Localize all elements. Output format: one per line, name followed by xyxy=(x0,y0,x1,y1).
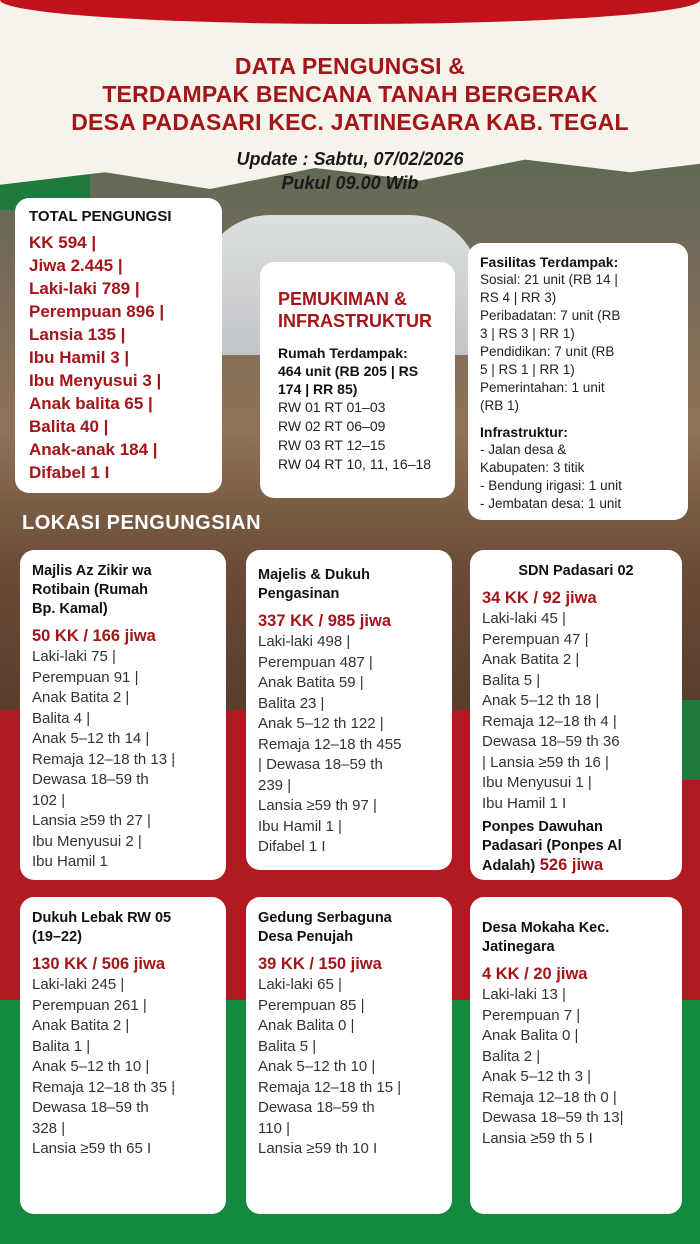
facilities-heading: Fasilitas Terdampak: xyxy=(480,254,619,270)
extra-location-name-line: Ponpes Dawuhan xyxy=(482,819,603,835)
location-stat-line: Ibu Hamil 1 | xyxy=(258,817,342,835)
location-card xyxy=(20,897,226,1214)
infrastructure-line: - Bendung irigasi: 1 unit xyxy=(480,478,622,493)
houses-affected xyxy=(278,344,439,398)
facilities-card xyxy=(468,243,688,520)
location-stat-line: Anak Balita 0 | xyxy=(258,1017,355,1034)
location-name-line: Majelis & Dukuh xyxy=(258,567,370,583)
total-line: Difabel 1 I xyxy=(29,463,110,482)
infrastructure-line: - Jalan desa & xyxy=(480,442,567,457)
rw-rt-line: RW 04 RT 10, 11, 16–18 xyxy=(278,456,432,472)
location-stat-line: Lansia ≥59 th 65 I xyxy=(32,1140,152,1157)
location-stat-line: Anak 5–12 th 10 | xyxy=(258,1058,376,1075)
location-stat-line: Dewasa 18–59 th xyxy=(32,771,149,788)
total-refugees-card xyxy=(15,198,222,493)
location-name-line: (19–22) xyxy=(32,929,82,945)
extra-location-name-line: Padasari (Ponpes Al xyxy=(482,838,622,854)
location-stat-line: Anak 5–12 th 18 | xyxy=(482,692,600,709)
location-name xyxy=(482,919,670,957)
location-stat-line: Anak Balita 0 | xyxy=(482,1027,579,1044)
total-line: Anak balita 65 | xyxy=(29,394,153,413)
location-stat-line: Balita 23 | xyxy=(258,694,325,712)
location-stat-line: 110 | xyxy=(258,1119,290,1137)
location-stat-line: Difabel 1 I xyxy=(258,838,326,855)
location-stat-line: Anak Batita 59 | xyxy=(258,674,364,691)
location-stat-line: Dewasa 18–59 th xyxy=(32,1099,149,1116)
infrastructure-lines xyxy=(480,441,676,513)
location-name xyxy=(258,909,440,947)
location-name-line: Desa Penujah xyxy=(258,929,354,945)
facility-line: (RB 1) xyxy=(480,398,520,413)
update-time: Pukul 09.00 Wib xyxy=(281,173,419,193)
location-name-line: Pengasinan xyxy=(258,586,340,602)
location-stat-line: Anak 5–12 th 3 | xyxy=(482,1068,591,1085)
location-stat-line: Ibu Hamil 1 xyxy=(32,853,108,870)
facility-line: Sosial: 21 unit (RB 14 | xyxy=(480,272,618,287)
location-stat-line: Balita 2 | xyxy=(482,1047,541,1065)
location-stat-line: Anak 5–12 th 10 | xyxy=(32,1058,150,1075)
location-stat-line: Perempuan 85 | xyxy=(258,996,365,1014)
title-line: TERDAMPAK BENCANA TANAH BERGERAK xyxy=(102,81,598,107)
title-line: DATA PENGUNGSI & xyxy=(234,53,466,79)
houses-affected-line: Rumah Terdampak: xyxy=(278,345,408,361)
location-stat-line: Anak 5–12 th 122 | xyxy=(258,715,384,732)
extra-location-name-line: Adalah) 526 jiwa xyxy=(482,856,604,874)
location-stat-line: Remaja 12–18 th 455 xyxy=(258,735,402,753)
facility-line: 3 | RS 3 | RR 1) xyxy=(480,326,575,341)
location-name-line: Jatinegara xyxy=(482,939,555,955)
infra-heading-line: INFRASTRUKTUR xyxy=(278,311,432,331)
infrastructure-line: Kabupaten: 3 titik xyxy=(480,460,585,475)
location-stat-line: Remaja 12–18 th 4 | xyxy=(482,712,617,730)
location-kk-jiwa: 337 KK / 985 jiwa xyxy=(258,612,391,630)
location-name-line: Desa Mokaha Kec. xyxy=(482,920,610,936)
update-date: Update : Sabtu, 07/02/2026 xyxy=(236,149,464,169)
total-line: Ibu Menyusui 3 | xyxy=(29,371,162,390)
total-line: KK 594 | xyxy=(29,233,97,252)
location-name-line: Rotibain (Rumah xyxy=(32,582,148,598)
section-title: LOKASI PENGUNGSIAN xyxy=(22,512,262,534)
title-line: DESA PADASARI KEC. JATINEGARA KAB. TEGAL xyxy=(71,109,629,135)
location-stat-line: Ibu Hamil 1 I xyxy=(482,794,567,812)
location-name-line: SDN Padasari 02 xyxy=(518,563,634,579)
houses-affected-line: 464 unit (RB 205 | RS xyxy=(278,363,419,379)
total-line: Jiwa 2.445 | xyxy=(29,256,123,275)
location-name xyxy=(32,562,214,619)
location-stat-line: Laki-laki 45 | xyxy=(482,610,566,627)
location-stat-line: Lansia ≥59 th 97 | xyxy=(258,797,377,814)
location-card xyxy=(470,550,682,880)
location-name-line: Majlis Az Zikir wa xyxy=(32,563,152,579)
infra-heading xyxy=(278,288,439,332)
location-stat-line: Laki-laki 75 | xyxy=(32,648,116,665)
location-kk-jiwa: 39 KK / 150 jiwa xyxy=(258,955,382,973)
location-stat-line: Remaja 12–18 th 15 | xyxy=(258,1078,402,1096)
location-stat-line: Lansia ≥59 th 27 | xyxy=(32,812,151,829)
location-card xyxy=(470,897,682,1214)
infra-heading-line: PEMUKIMAN & xyxy=(278,289,407,309)
location-stat-line: Anak 5–12 th 14 | xyxy=(32,730,150,747)
location-stat-line: Perempuan 261 | xyxy=(32,996,147,1014)
total-line: Lansia 135 | xyxy=(29,325,126,344)
settlement-infrastructure-card xyxy=(260,262,455,498)
total-line: Perempuan 896 | xyxy=(29,302,165,321)
location-stat-line: Ibu Menyusui 2 | xyxy=(32,832,142,850)
location-stat-line: Balita 1 | xyxy=(32,1037,91,1055)
total-line: Ibu Hamil 3 | xyxy=(29,348,130,367)
location-stat-line: Lansia ≥59 th 10 I xyxy=(258,1140,378,1157)
location-stat-line: Remaja 12–18 th 35 | xyxy=(32,1078,176,1096)
location-card xyxy=(246,897,452,1214)
location-kk-jiwa: 50 KK / 166 jiwa xyxy=(32,627,156,645)
facility-line: Pendidikan: 7 unit (RB xyxy=(480,344,615,359)
location-stat-line: 239 | xyxy=(258,776,292,794)
location-stat-line: | Lansia ≥59 th 16 | xyxy=(482,753,609,771)
location-stat-line: Remaja 12–18 th 0 | xyxy=(482,1088,617,1106)
rw-rt-line: RW 01 RT 01–03 xyxy=(278,399,386,415)
infrastructure-line: - Jembatan desa: 1 unit xyxy=(480,496,622,511)
total-line: Balita 40 | xyxy=(29,417,109,436)
extra-location-name xyxy=(482,818,670,876)
location-stat-line: Balita 5 | xyxy=(258,1037,317,1055)
location-name xyxy=(32,909,214,947)
page-title xyxy=(0,52,700,136)
extra-location-jiwa: 526 jiwa xyxy=(535,856,604,874)
location-stat-line: Perempuan 47 | xyxy=(482,630,589,648)
location-stat-line: Perempuan 7 | xyxy=(482,1006,581,1024)
facility-line: Peribadatan: 7 unit (RB xyxy=(480,308,621,323)
location-stat-line: Balita 4 | xyxy=(32,709,91,727)
location-stat-line: Dewasa 18–59 th xyxy=(258,1099,375,1116)
total-line: Anak-anak 184 | xyxy=(29,440,158,459)
location-stat-line: Lansia ≥59 th 5 I xyxy=(482,1129,593,1147)
total-heading: TOTAL PENGUNGSI xyxy=(29,208,172,225)
location-stat-line: | Dewasa 18–59 th xyxy=(258,756,383,773)
location-card xyxy=(246,550,452,870)
location-stat-line: Perempuan 91 | xyxy=(32,668,139,686)
location-stat-line: Anak Batita 2 | xyxy=(32,1017,130,1034)
location-name-line: Dukuh Lebak RW 05 xyxy=(32,910,172,926)
location-stat-line: Laki-laki 245 | xyxy=(32,976,125,993)
location-kk-jiwa: 4 KK / 20 jiwa xyxy=(482,965,588,983)
location-stat-line: Balita 5 | xyxy=(482,671,541,689)
facility-line: Pemerintahan: 1 unit xyxy=(480,380,605,395)
location-name xyxy=(258,566,440,604)
location-name-line: Bp. Kamal) xyxy=(32,601,108,617)
location-card xyxy=(20,550,226,880)
location-name xyxy=(482,562,670,581)
update-info xyxy=(0,147,700,195)
facility-line: 5 | RS 1 | RR 1) xyxy=(480,362,575,377)
location-stat-line: Laki-laki 65 | xyxy=(258,976,342,993)
location-stat-line: Laki-laki 498 | xyxy=(258,633,351,650)
location-kk-jiwa: 130 KK / 506 jiwa xyxy=(32,955,165,973)
location-stat-line: Laki-laki 13 | xyxy=(482,986,566,1003)
location-stat-line: Anak Batita 2 | xyxy=(482,651,580,668)
location-stat-line: 102 | xyxy=(32,791,66,809)
location-stat-line: Dewasa 18–59 th 13| xyxy=(482,1109,624,1126)
rw-rt-line: RW 03 RT 12–15 xyxy=(278,437,386,453)
facility-line: RS 4 | RR 3) xyxy=(480,290,557,305)
location-stat-line: Remaja 12–18 th 13 | xyxy=(32,750,176,768)
rw-rt-list xyxy=(278,398,439,474)
facilities-lines xyxy=(480,271,676,415)
location-name-line: Gedung Serbaguna xyxy=(258,910,392,926)
location-stat-line: Anak Batita 2 | xyxy=(32,689,130,706)
location-stat-line: Ibu Menyusui 1 | xyxy=(482,774,592,791)
total-line: Laki-laki 789 | xyxy=(29,279,140,298)
infrastructure-heading: Infrastruktur: xyxy=(480,424,568,440)
rw-rt-line: RW 02 RT 06–09 xyxy=(278,418,386,434)
location-stat-line: 328 | xyxy=(32,1119,66,1137)
location-stat-line: Perempuan 487 | xyxy=(258,653,373,671)
location-kk-jiwa: 34 KK / 92 jiwa xyxy=(482,589,597,607)
location-stat-line: Dewasa 18–59 th 36 xyxy=(482,733,620,750)
total-lines xyxy=(29,231,208,484)
houses-affected-line: 174 | RR 85) xyxy=(278,381,358,397)
